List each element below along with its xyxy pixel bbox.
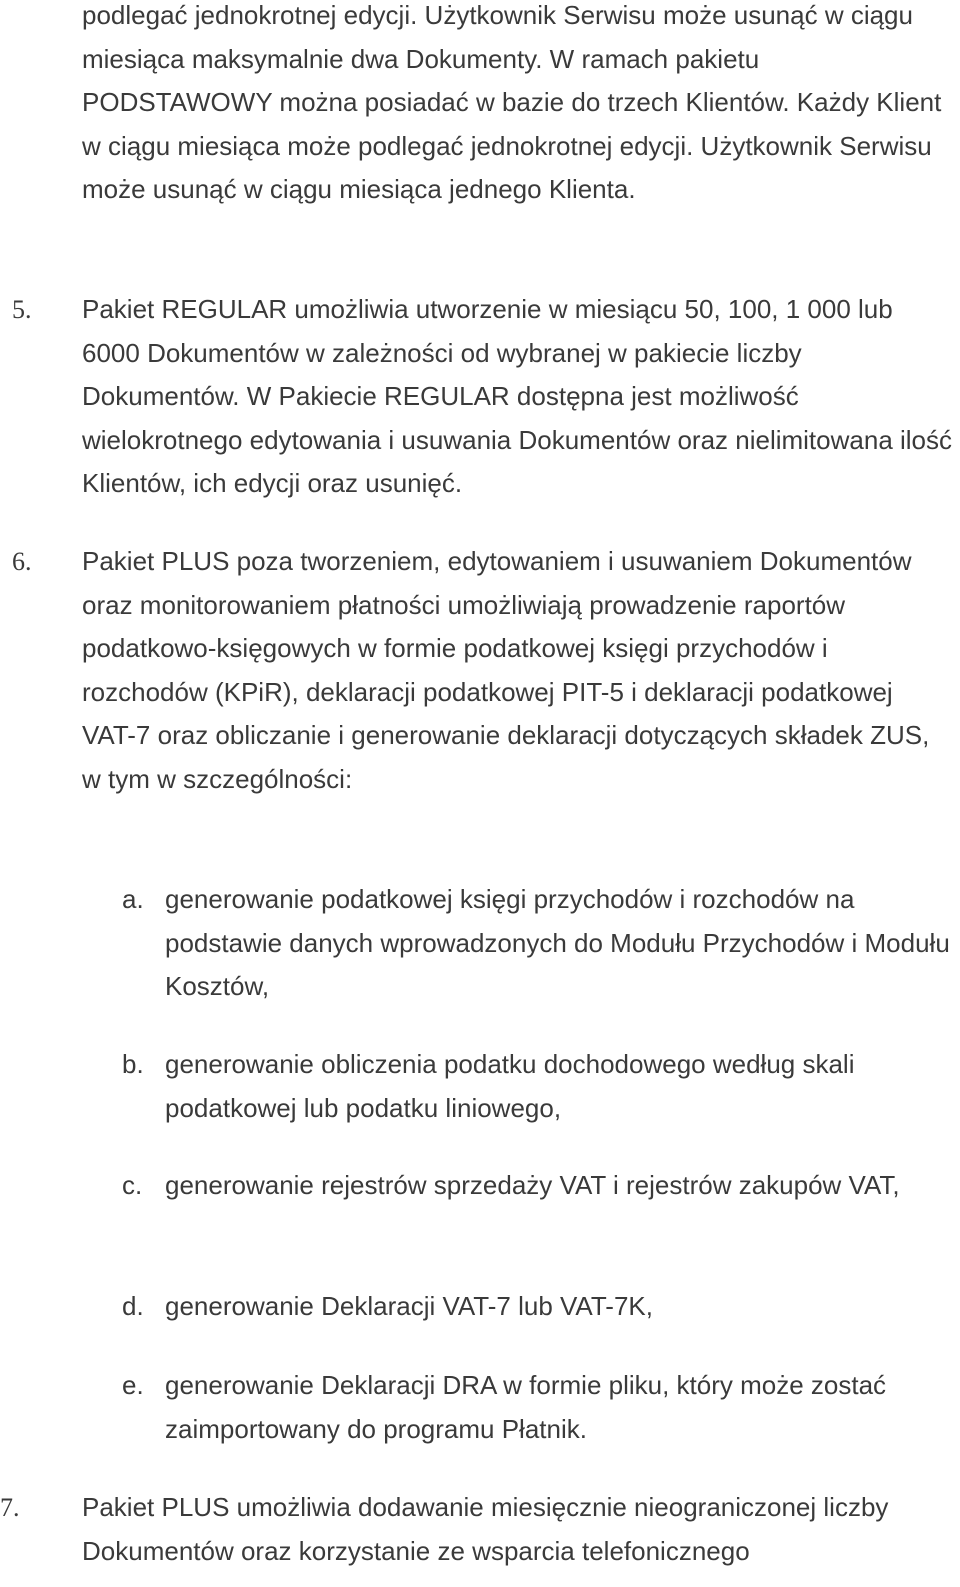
sub-item-letter: e. bbox=[122, 1370, 144, 1400]
sub-item-text: generowanie podatkowej księgi przychodów i rozchodów na podstawie danych wprowadzonych do Modułu Przychodów i Modułu Kosztów, bbox=[165, 884, 950, 1001]
sub-item-a bbox=[122, 878, 952, 1009]
sub-item-letter: d. bbox=[122, 1291, 144, 1321]
list-item-text: Pakiet PLUS umożliwia dodawanie miesięcznie nieograniczonej liczby Dokumentów oraz korzystanie ze wsparcia telefonicznego bbox=[82, 1492, 889, 1566]
list-item-text: Pakiet PLUS poza tworzeniem, edytowaniem i usuwaniem Dokumentów oraz monitorowaniem płatności umożliwiają prowadzenie raportów podatkowo-księgowych w formie podatkowej księgi przychodów i rozchodów (KPiR), deklaracji podatkowej PIT-5 i deklaracji podatkowej VAT-7 oraz obliczanie i generowanie deklaracji dotyczących składek ZUS, w tym w szczególności: bbox=[82, 546, 930, 794]
intro-paragraph: podlegać jednokrotnej edycji. Użytkownik Serwisu może usunąć w ciągu miesiąca maksymalnie dwa Dokumenty. W ramach pakietu PODSTAWOWY można posiadać w bazie do trzech Klientów. Każdy Klient w ciągu miesiąca może podlegać jednokrotnej edycji. Użytkownik Serwisu może usunąć w ciągu miesiąca jednego Klienta. bbox=[82, 0, 942, 204]
sub-item-text: generowanie obliczenia podatku dochodowego według skali podatkowej lub podatku liniowego, bbox=[165, 1049, 855, 1123]
sub-item-letter: b. bbox=[122, 1049, 144, 1079]
sub-item-text: generowanie rejestrów sprzedaży VAT i rejestrów zakupów VAT, bbox=[165, 1170, 900, 1200]
sub-item-text: generowanie Deklaracji VAT-7 lub VAT-7K, bbox=[165, 1291, 653, 1321]
list-number: 6. bbox=[12, 547, 32, 576]
sub-item-e bbox=[122, 1364, 952, 1451]
sub-item-c bbox=[122, 1164, 952, 1208]
sub-item-b bbox=[122, 1043, 952, 1130]
sub-item-text: generowanie Deklaracji DRA w formie pliku, który może zostać zaimportowany do programu Płatnik. bbox=[165, 1370, 887, 1444]
sub-item-d bbox=[122, 1285, 952, 1329]
list-number: 5. bbox=[12, 295, 32, 324]
list-number: 7. bbox=[0, 1493, 20, 1522]
sub-item-letter: c. bbox=[122, 1170, 143, 1200]
list-item-text: Pakiet REGULAR umożliwia utworzenie w miesiącu 50, 100, 1 000 lub 6000 Dokumentów w zależności od wybranej w pakiecie liczby Dokumentów. W Pakiecie REGULAR dostępna jest możliwość wielokrotnego edytowania i usuwania Dokumentów oraz nielimitowana ilość Klientów, ich edycji oraz usunięć. bbox=[82, 294, 953, 498]
sub-item-letter: a. bbox=[122, 884, 144, 914]
